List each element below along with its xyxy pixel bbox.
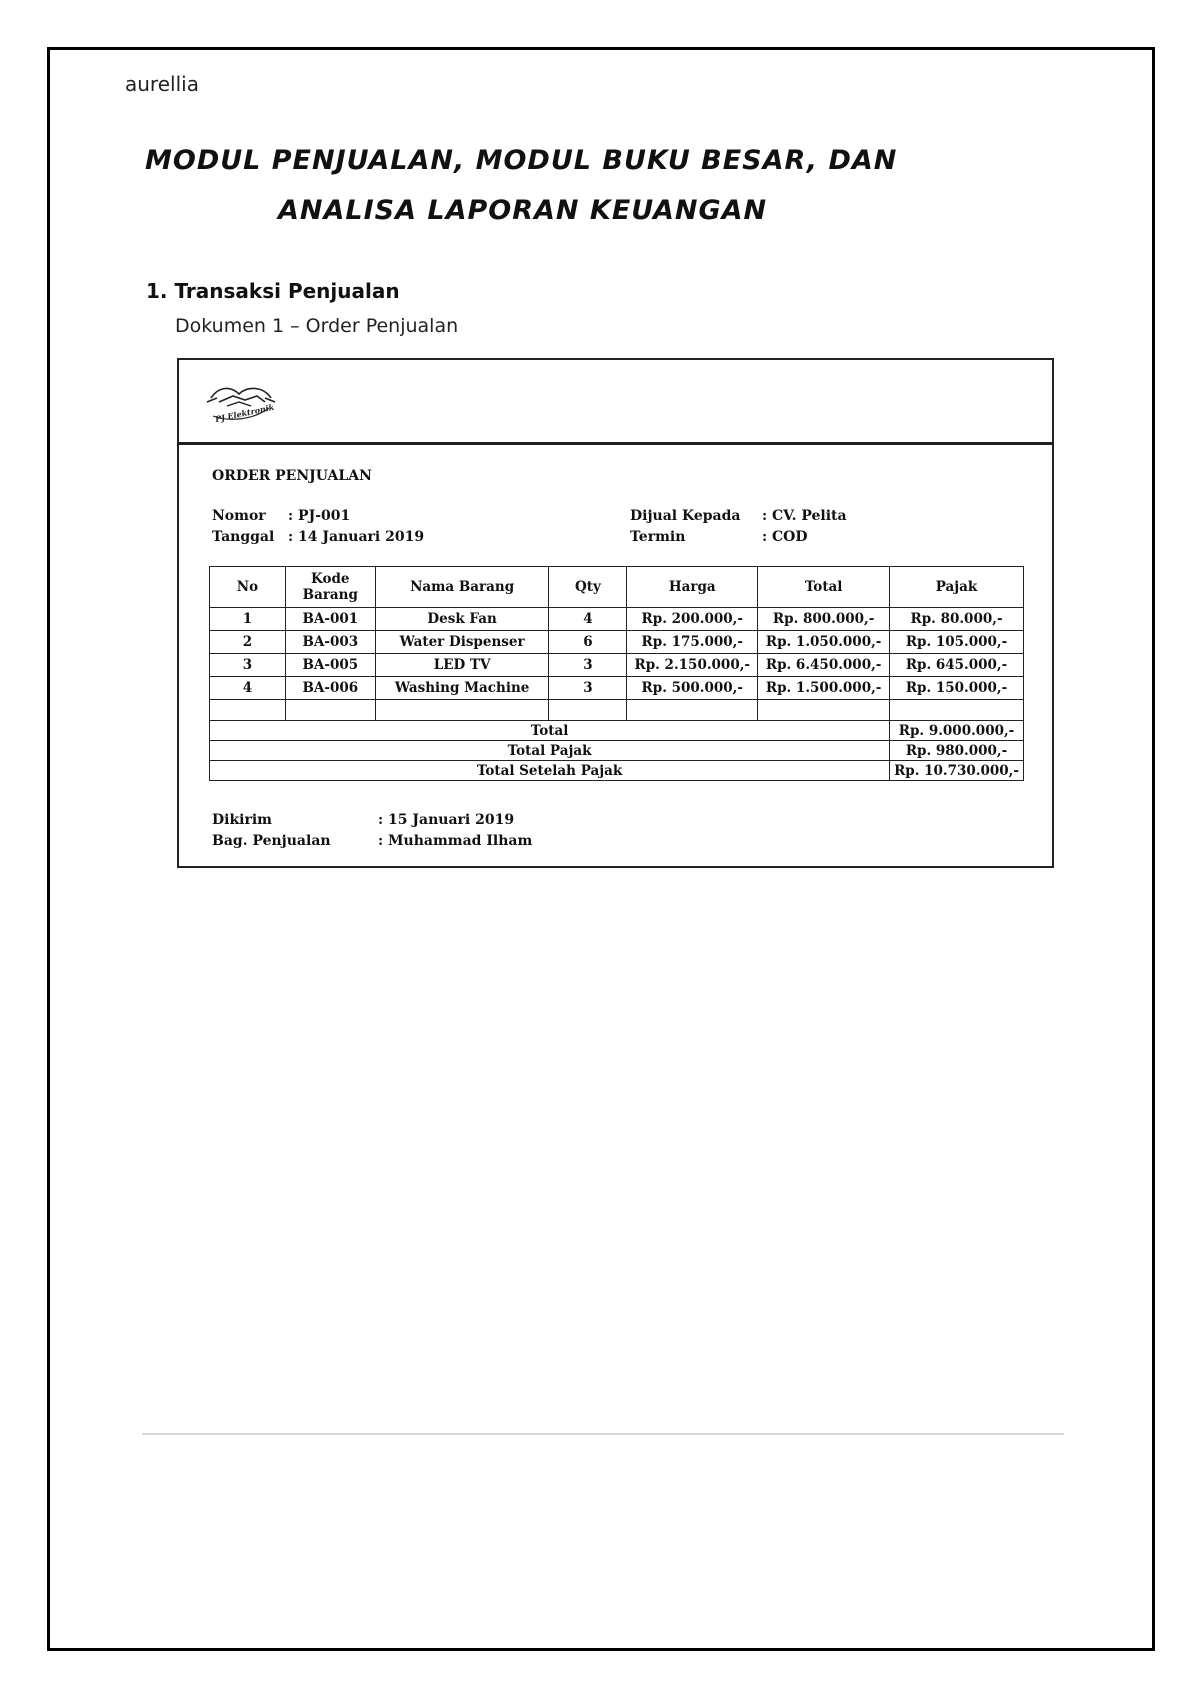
column-header: Kode Barang: [285, 567, 375, 608]
summary-row: [210, 741, 1024, 761]
table-cell: Rp. 175.000,-: [627, 631, 758, 654]
table-cell: 1: [210, 608, 286, 631]
table-cell: Rp. 200.000,-: [627, 608, 758, 631]
column-header: Total: [758, 567, 890, 608]
column-header: Harga: [627, 567, 758, 608]
table-cell: 3: [549, 677, 627, 700]
table-cell: LED TV: [375, 654, 549, 677]
table-cell: Rp. 80.000,-: [890, 608, 1024, 631]
table-cell: BA-003: [285, 631, 375, 654]
footer-row: [212, 810, 514, 831]
table-cell: Rp. 2.150.000,-: [627, 654, 758, 677]
summary-value: Rp. 10.730.000,-: [890, 761, 1024, 781]
table-cell: 3: [549, 654, 627, 677]
summary-label: Total Pajak: [210, 741, 890, 761]
summary-value: Rp. 9.000.000,-: [890, 721, 1024, 741]
meta-row: [212, 527, 424, 548]
table-cell: Rp. 800.000,-: [758, 608, 890, 631]
table-cell: 4: [210, 677, 286, 700]
meta-label: Dijual Kepada: [630, 508, 741, 524]
table-cell: Rp. 6.450.000,-: [758, 654, 890, 677]
order-meta-right: [630, 506, 847, 548]
meta-value: : PJ-001: [288, 508, 351, 524]
table-row: [210, 677, 1024, 700]
table-cell: 6: [549, 631, 627, 654]
table-cell: Rp. 105.000,-: [890, 631, 1024, 654]
table-cell: BA-001: [285, 608, 375, 631]
footer-value: : Muhammad Ilham: [378, 833, 533, 849]
meta-row: [630, 527, 847, 548]
summary-row: [210, 761, 1024, 781]
column-header: Nama Barang: [375, 567, 549, 608]
table-cell: Rp. 1.500.000,-: [758, 677, 890, 700]
footer-value: : 15 Januari 2019: [378, 812, 515, 828]
summary-label: Total Setelah Pajak: [210, 761, 890, 781]
table-cell: 2: [210, 631, 286, 654]
meta-row: [212, 506, 424, 527]
summary-value: Rp. 980.000,-: [890, 741, 1024, 761]
document-title-line-1: MODUL PENJUALAN, MODUL BUKU BESAR, DAN: [145, 145, 898, 176]
document-title-line-2: ANALISA LAPORAN KEUANGAN: [278, 195, 768, 226]
table-cell: 4: [549, 608, 627, 631]
meta-value: : CV. Pelita: [762, 508, 847, 524]
section-heading: 1. Transaksi Penjualan: [146, 279, 400, 303]
meta-label: Termin: [630, 529, 686, 545]
table-header-row: [210, 567, 1024, 608]
table-cell: Rp. 1.050.000,-: [758, 631, 890, 654]
column-header: No: [210, 567, 286, 608]
table-cell: Desk Fan: [375, 608, 549, 631]
table-cell: Rp. 645.000,-: [890, 654, 1024, 677]
column-header: Pajak: [890, 567, 1024, 608]
author-name: aurellia: [125, 72, 199, 96]
table-row: [210, 608, 1024, 631]
meta-value: : 14 Januari 2019: [288, 529, 425, 545]
footer-divider: [142, 1433, 1064, 1435]
table-row: [210, 631, 1024, 654]
table-cell: BA-005: [285, 654, 375, 677]
subsection-heading: Dokumen 1 – Order Penjualan: [175, 315, 459, 337]
summary-label: Total: [210, 721, 890, 741]
table-cell: Water Dispenser: [375, 631, 549, 654]
table-row: [210, 654, 1024, 677]
meta-label: Tanggal: [212, 529, 275, 545]
order-meta-left: [212, 506, 424, 548]
footer-label: Bag. Penjualan: [212, 833, 331, 849]
footer-label: Dikirim: [212, 812, 272, 828]
table-row-empty: [210, 700, 1024, 721]
table-cell: 3: [210, 654, 286, 677]
table-cell: Washing Machine: [375, 677, 549, 700]
table-cell: BA-006: [285, 677, 375, 700]
document-header: [179, 360, 1052, 445]
meta-value: : COD: [762, 529, 808, 545]
order-document: [177, 358, 1054, 868]
meta-row: [630, 506, 847, 527]
footer-row: [212, 831, 532, 852]
handshake-logo-icon: [205, 378, 277, 424]
meta-label: Nomor: [212, 508, 266, 524]
table-cell: Rp. 150.000,-: [890, 677, 1024, 700]
summary-row: [210, 721, 1024, 741]
order-title: ORDER PENJUALAN: [212, 468, 372, 484]
column-header: Qty: [549, 567, 627, 608]
svg-text:PJ Elektronik: PJ Elektronik: [214, 401, 275, 424]
table-cell: Rp. 500.000,-: [627, 677, 758, 700]
order-items-table: [209, 566, 1024, 781]
